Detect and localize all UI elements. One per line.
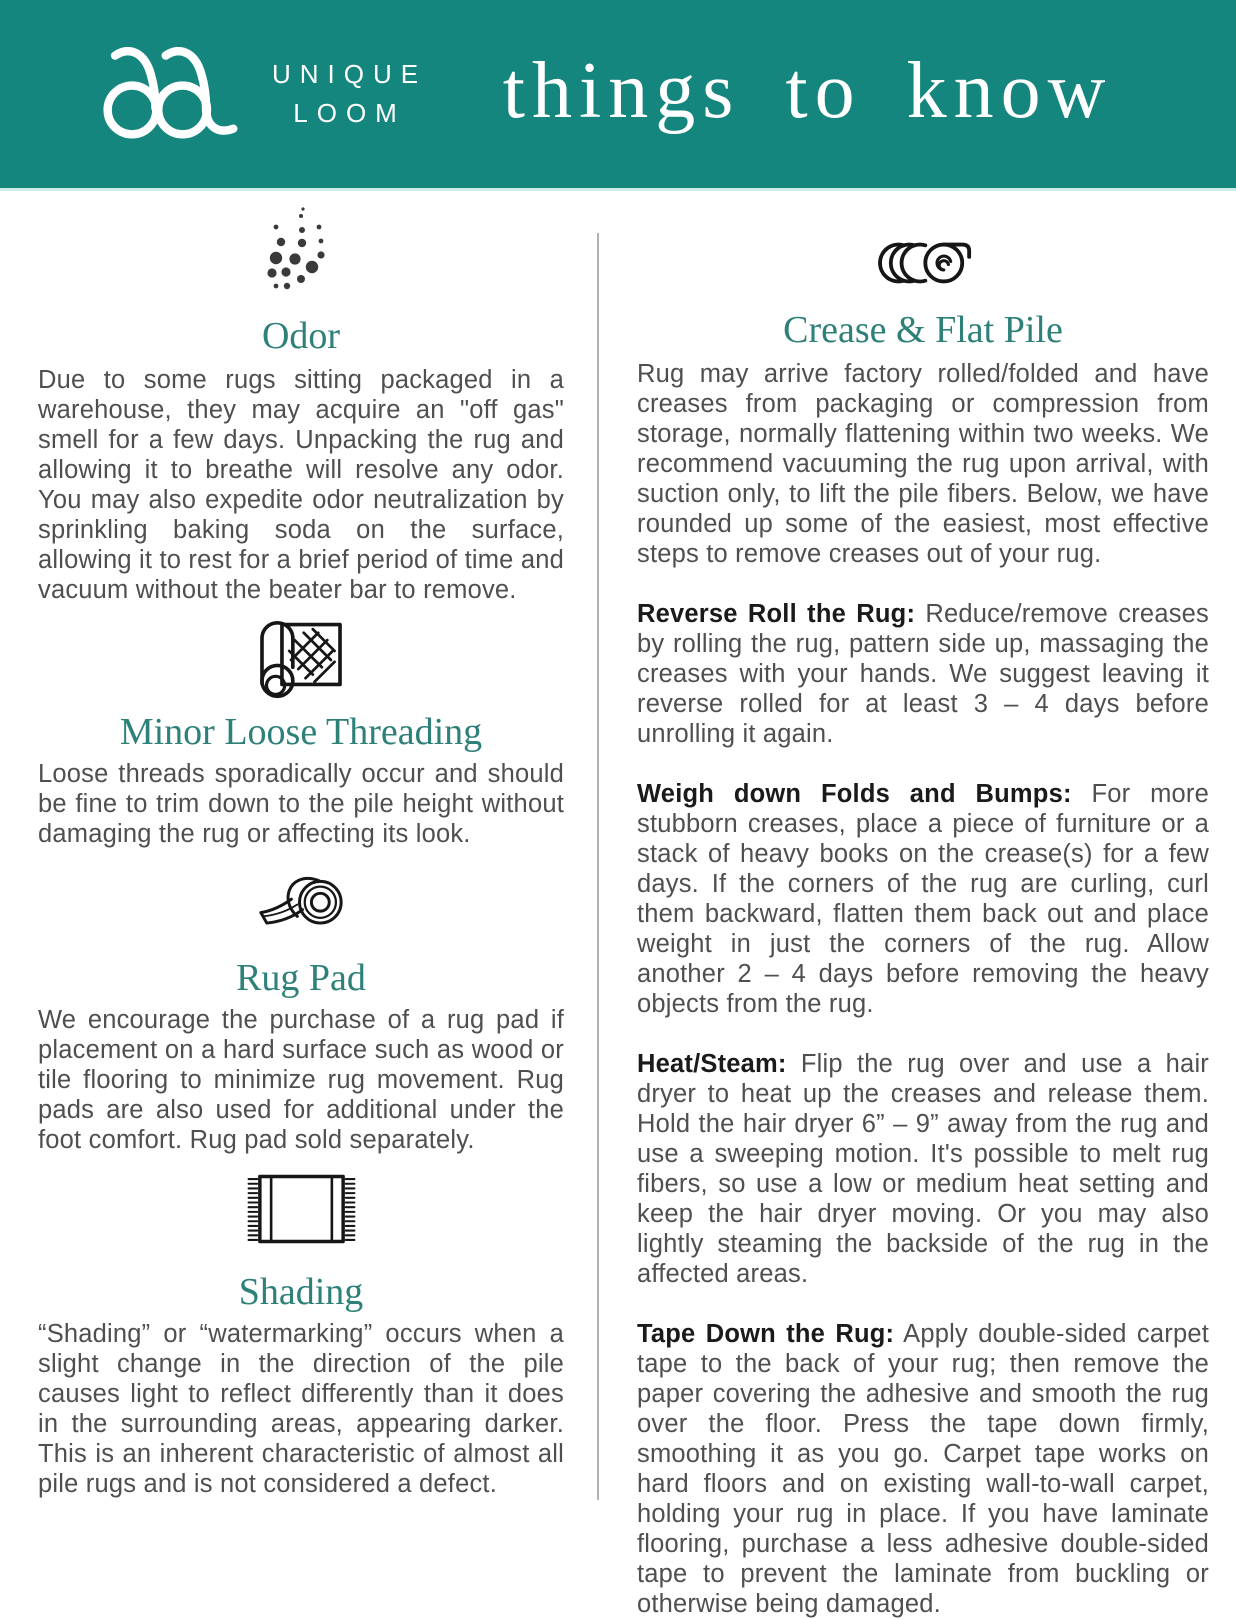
tip-tape-down (637, 1319, 1209, 1619)
content (0, 191, 1236, 1618)
section-body: We encourage the purchase of a rug pad if placement on a hard surface such as wood or tile flooring to minimize rug movement. Rug pads are also used for additional under the foot comfort. Rug pad sold separately. (38, 1006, 564, 1154)
rolled-rug-crosshatch-icon (251, 611, 351, 699)
rug-pad-roll-icon (256, 871, 346, 929)
rug-fringe-shading-icon (244, 1173, 359, 1245)
tip-text: For more stubborn creases, place a piece of furniture or a stack of heavy books on the crease(s) for a few days. If the corners of the rug are curling, curl them backward, flatten them back out and place weight in just the corners of the rug. Allow another 2 – 4 days before removing the heavy objects from the rug. (637, 780, 1209, 1018)
tip-text: Reduce/remove creases by rolling the rug, pattern side up, massaging the creases with your hands. We suggest leaving it reverse rolled for at least 3 – 4 days before unrolling it again. (637, 600, 1209, 748)
section-heading: Minor Loose Threading (119, 711, 483, 753)
tip-heat-steam (637, 1049, 1209, 1289)
tip-label: Reverse Roll the Rug: (637, 600, 916, 628)
section-shading (38, 1173, 564, 1499)
brand-logo-icon (102, 42, 252, 146)
left-column (0, 191, 597, 1500)
tip-weigh-down (637, 779, 1209, 1019)
section-odor (38, 205, 564, 605)
section-body: “Shading” or “watermarking” occurs when a slight change in the direction of the pile causes light to reflect differently than it does in the surrounding areas, appearing darker. This is an inherent characteristic of almost all pile rugs and is not considered a defect. (38, 1320, 564, 1498)
header-banner (0, 0, 1236, 188)
section-minor-loose-threading (38, 611, 564, 849)
right-column (599, 191, 1236, 1618)
section-body: Due to some rugs sitting packaged in a warehouse, they may acquire an "off gas" smell for a few days. Unpacking the rug and allowing it to breathe will resolve any odor. You may also expedite odor neutralization by sprinkling baking soda on the surface, allowing it to rest for a brief period of time and vacuum without the beater bar to remove. (38, 366, 564, 604)
section-heading: Rug Pad (236, 957, 366, 999)
rolled-rug-crease-icon (873, 239, 973, 287)
brand-line1: UNIQUE (272, 59, 428, 89)
section-heading: Shading (238, 1271, 364, 1313)
page-title: things to know (502, 46, 1113, 135)
section-heading: Crease & Flat Pile (783, 309, 1063, 351)
tip-label: Heat/Steam: (637, 1050, 787, 1078)
section-heading: Odor (261, 315, 341, 357)
section-body: Loose threads sporadically occur and should be fine to trim down to the pile height without damaging the rug or affecting its look. (38, 760, 564, 848)
tip-label: Tape Down the Rug: (637, 1320, 895, 1348)
tip-label: Weigh down Folds and Bumps: (637, 780, 1072, 808)
odor-sprinkle-icon (255, 205, 347, 297)
tip-reverse-roll (637, 599, 1209, 749)
section-intro: Rug may arrive factory rolled/folded and have creases from packaging or compression from storage, normally flattening within two weeks. We recommend vacuuming the rug upon arrival, with suction only, to lift the pile fibers. Below, we have rounded up some of the easiest, most effective steps to remove creases out of your rug. (637, 360, 1209, 568)
tip-text: Flip the rug over and use a hair dryer to heat up the creases and release them. Hold the hair dryer 6” – 9” away from the rug and use a sweeping motion. It's possible to melt rug fibers, so use a low or medium heat setting and keep the hair dryer moving. Or you may also lightly steaming the backside of the rug in the affected areas. (637, 1050, 1209, 1288)
brand-line2: LOOM (293, 98, 406, 128)
tip-text: Apply double-sided carpet tape to the back of your rug; then remove the paper covering the adhesive and smooth the rug over the floor. Press the tape down firmly, smoothing it as you go. Carpet tape works on hard floors and on existing wall-to-wall carpet, holding your rug in place. If you have laminate flooring, purchase a less adhesive double-sided tape to prevent the laminate from buckling or otherwise being damaged. (637, 1320, 1209, 1618)
section-crease-flat-pile (637, 239, 1209, 1619)
section-rug-pad (38, 871, 564, 1155)
brand-name (272, 55, 427, 133)
